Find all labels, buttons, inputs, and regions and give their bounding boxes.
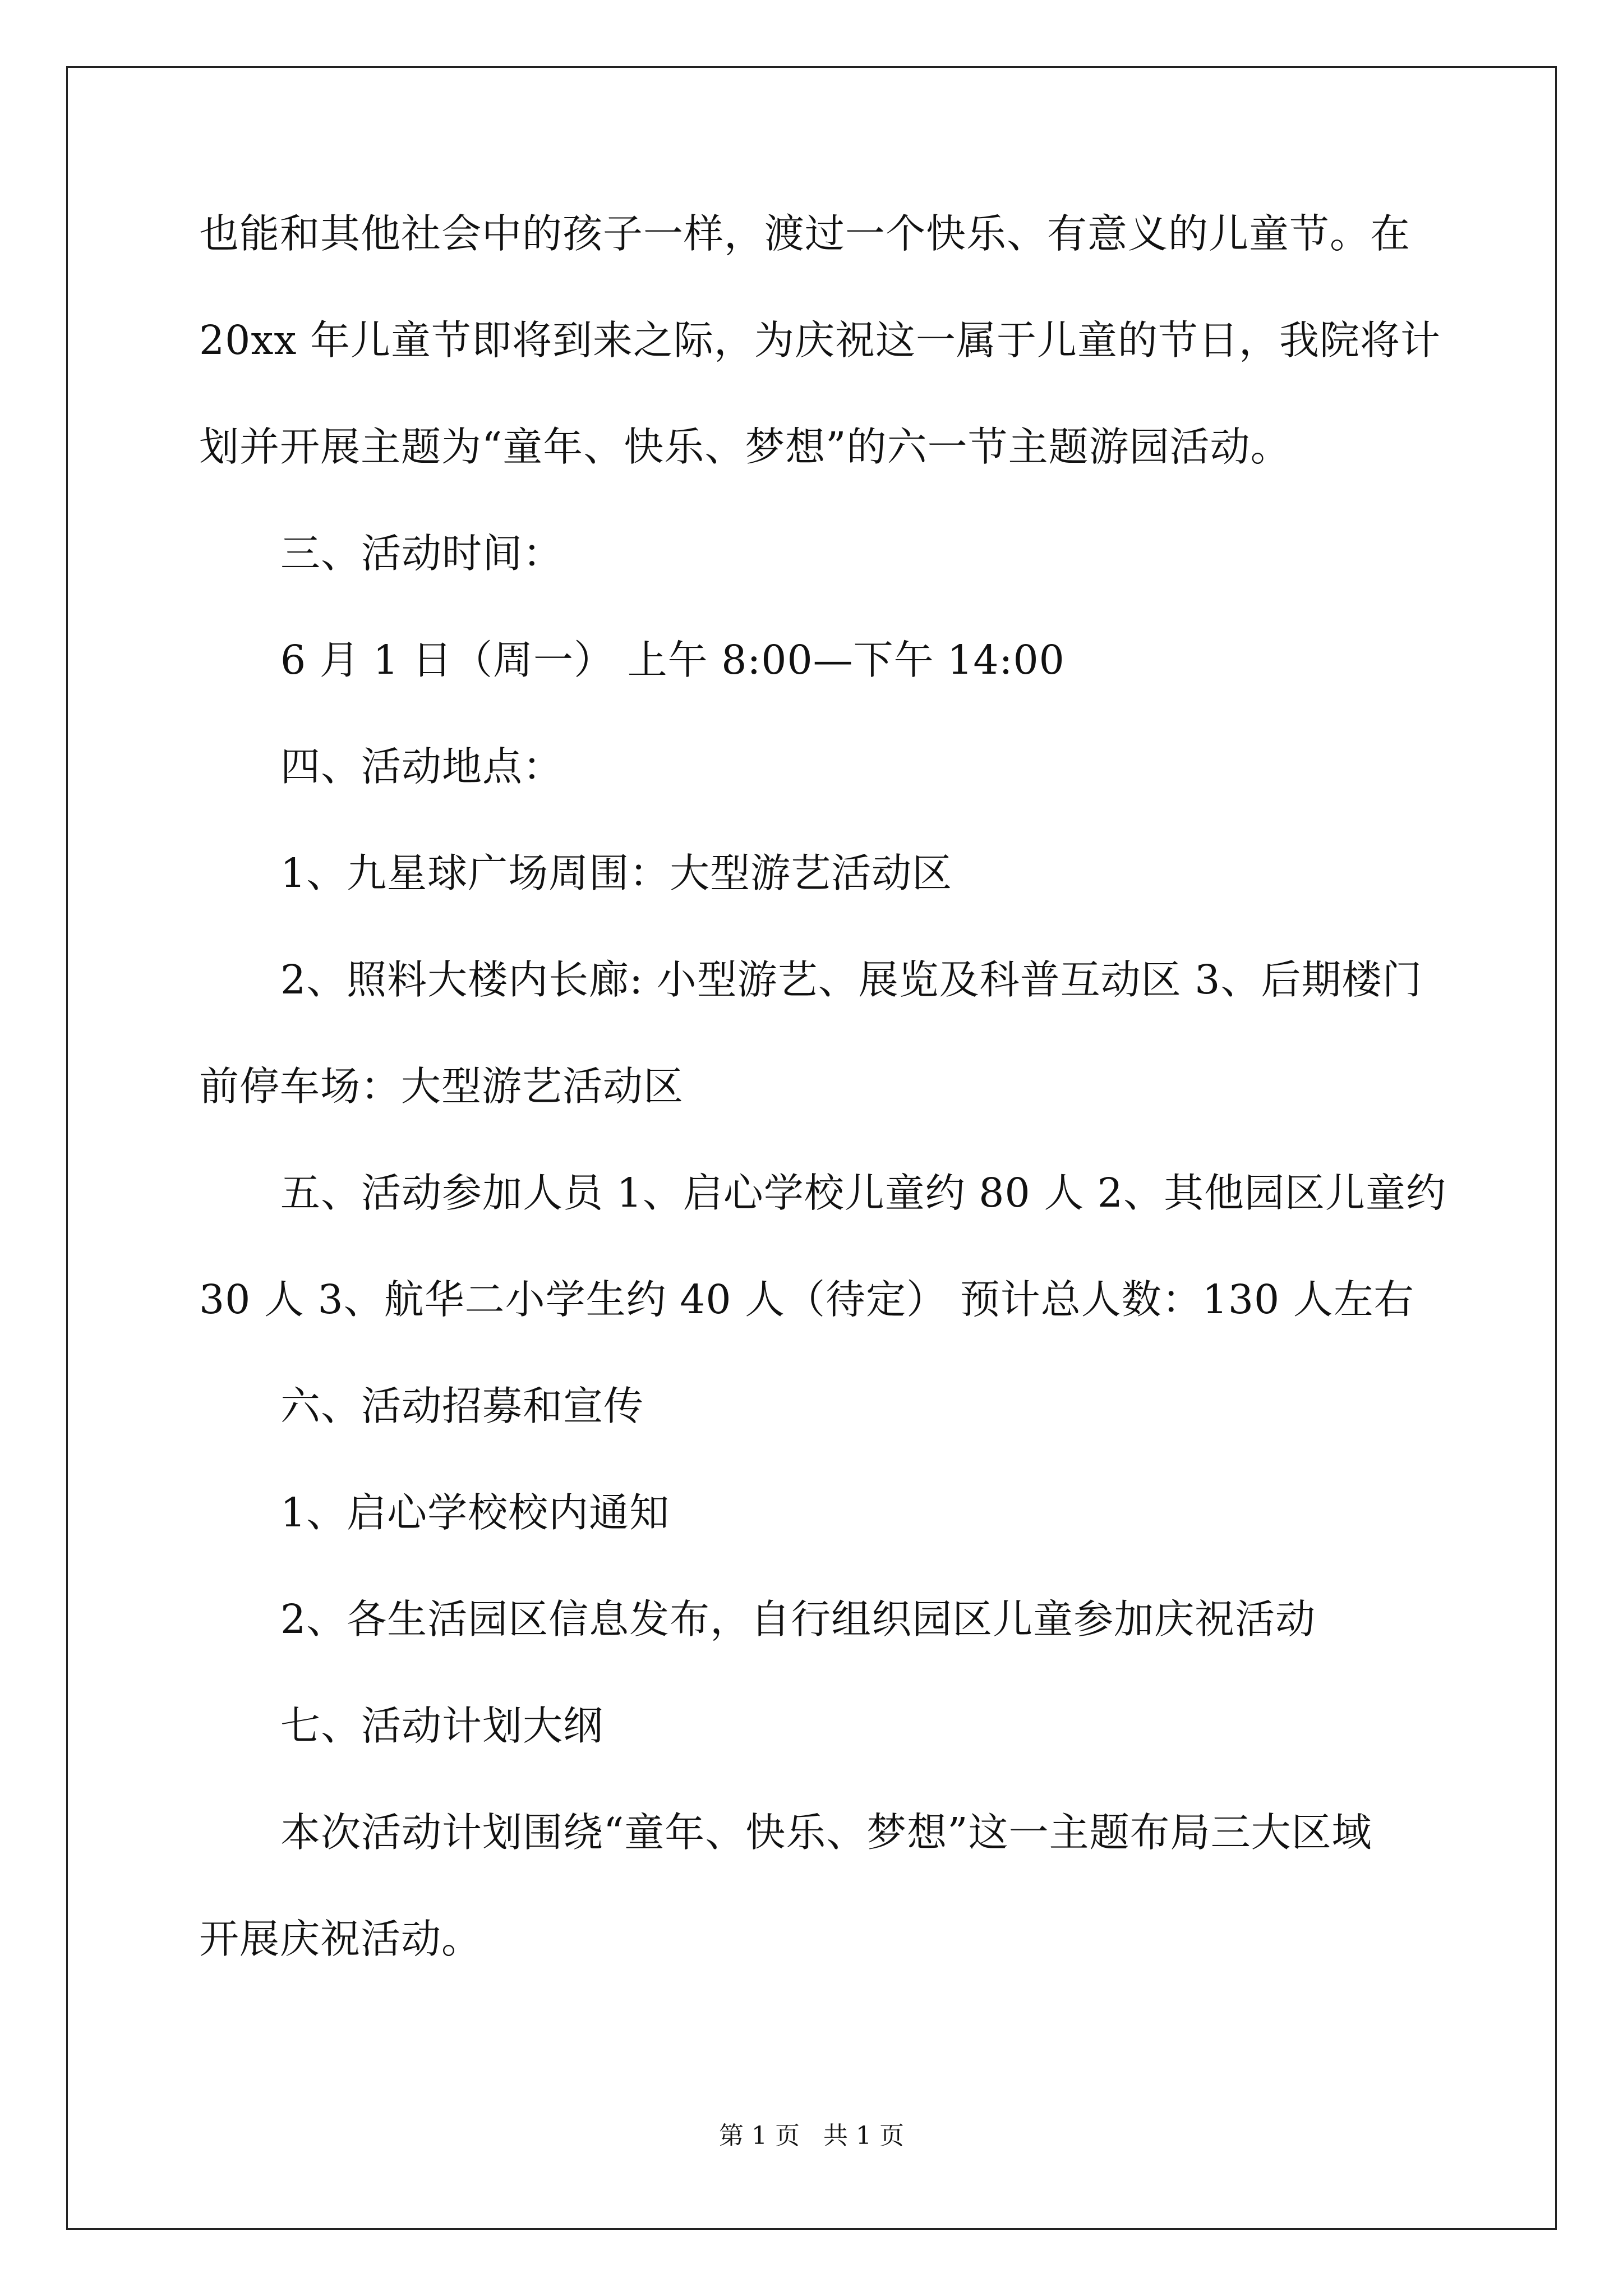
paragraph-line: 2、照料大楼内长廊: 小型游艺、展览及科普互动区 3、后期楼门 xyxy=(280,956,1423,1003)
paragraph-line: 1、启心学校校内通知 xyxy=(280,1489,670,1536)
section-heading-outline: 七、活动计划大纲 xyxy=(280,1703,604,1749)
paragraph-line: 30 人 3、航华二小学生约 40 人（待定） 预计总人数：130 人左右 xyxy=(199,1276,1414,1323)
paragraph-line: 6 月 1 日（周一） 上午 8:00—下午 14:00 xyxy=(280,637,1065,683)
paragraph-line: 也能和其他社会中的孩子一样，渡过一个快乐、有意义的儿童节。在 xyxy=(199,210,1411,257)
section-heading-participants: 五、活动参加人员 1、启心学校儿童约 80 人 2、其他园区儿童约 xyxy=(280,1170,1446,1216)
section-heading-time: 三、活动时间： xyxy=(280,530,564,577)
section-heading-location: 四、活动地点： xyxy=(280,743,564,790)
paragraph-line: 开展庆祝活动。 xyxy=(199,1916,482,1962)
paragraph-line: 20xx 年儿童节即将到来之际，为庆祝这一属于儿童的节日，我院将计 xyxy=(199,317,1441,364)
paragraph-line: 前停车场：大型游艺活动区 xyxy=(199,1063,684,1110)
paragraph-line: 本次活动计划围绕“童年、快乐、梦想”这一主题布局三大区域 xyxy=(280,1809,1372,1856)
paragraph-line: 划并开展主题为“童年、快乐、梦想”的六一节主题游园活动。 xyxy=(199,424,1291,470)
page-border xyxy=(66,66,1557,2230)
paragraph-line: 1、九星球广场周围：大型游艺活动区 xyxy=(280,850,953,896)
page-footer: 第 1 页 共 1 页 xyxy=(719,2122,904,2150)
section-heading-recruitment: 六、活动招募和宣传 xyxy=(280,1383,644,1429)
paragraph-line: 2、各生活园区信息发布，自行组织园区儿童参加庆祝活动 xyxy=(280,1596,1316,1642)
